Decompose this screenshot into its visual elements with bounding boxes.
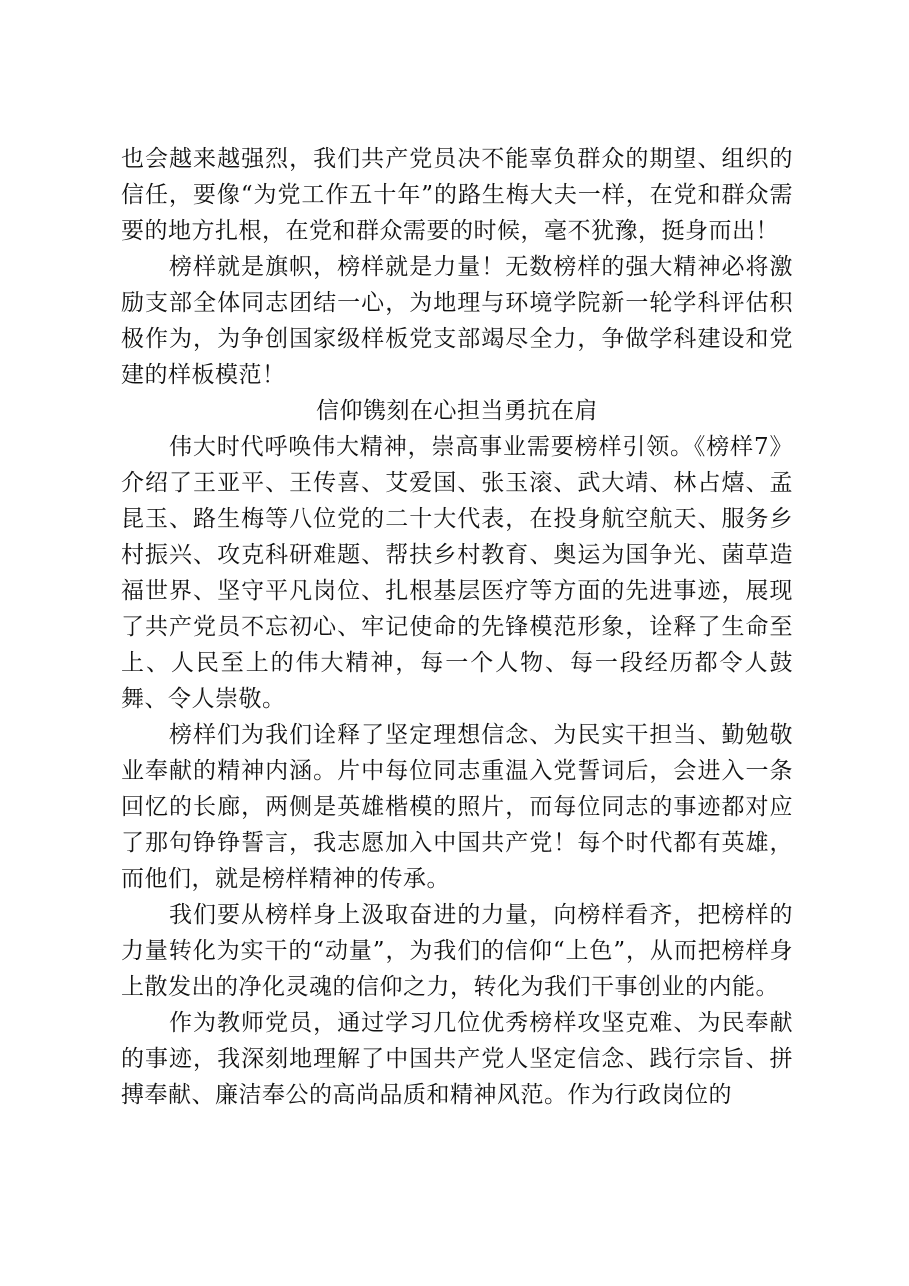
section-heading: 信仰镌刻在心担当勇抗在肩 bbox=[316, 398, 598, 424]
paragraph: 榜样们为我们诠释了坚定理想信念、为民实干担当、勤勉敬业奉献的精神内涵。片中每位同志重温入党誓词后，会进入一条回忆的长廊，两侧是英雄楷模的照片，而每位同志的事迹都对应了那句铮铮誓言，我志愿加入中国共产党！每个时代都有英雄，而他们，就是榜样精神的传承。 bbox=[121, 722, 793, 892]
paragraph-continuation: 也会越来越强烈，我们共产党员决不能辜负群众的期望、组织的信任，要像“为党工作五十年”的路生梅大夫一样，在党和群众需要的地方扎根，在党和群众需要的时候，毫不犹豫，挺身而出！ bbox=[121, 146, 793, 244]
paragraph: 我们要从榜样身上汲取奋进的力量，向榜样看齐，把榜样的力量转化为实干的“动量”，为我们的信仰“上色”，从而把榜样身上散发出的净化灵魂的信仰之力，转化为我们干事创业的内能。 bbox=[121, 902, 793, 1000]
paragraph: 榜样就是旗帜，榜样就是力量！无数榜样的强大精神必将激励支部全体同志团结一心，为地理与环境学院新一轮学科评估积极作为，为争创国家级样板党支部竭尽全力，争做学科建设和党建的样板模范！ bbox=[121, 254, 793, 388]
paragraph: 伟大时代呼唤伟大精神，崇高事业需要榜样引领。《榜样7》介绍了王亚平、王传喜、艾爱国、张玉滚、武大靖、林占熺、孟昆玉、路生梅等八位党的二十大代表，在投身航空航天、服务乡村振兴、攻克科研难题、帮扶乡村教育、奥运为国争光、菌草造福世界、坚守平凡岗位、扎根基层医疗等方面的先进事迹，展现了共产党员不忘初心、牢记使命的先锋模范形象，诠释了生命至上、人民至上的伟大精神，每一个人物、每一段经历都令人鼓舞、令人崇敬。 bbox=[121, 434, 793, 712]
paragraph: 作为教师党员，通过学习几位优秀榜样攻坚克难、为民奉献的事迹，我深刻地理解了中国共产党人坚定信念、践行宗旨、拼搏奉献、廉洁奉公的高尚品质和精神风范。作为行政岗位的 bbox=[121, 1010, 793, 1108]
document-page bbox=[121, 141, 793, 1113]
